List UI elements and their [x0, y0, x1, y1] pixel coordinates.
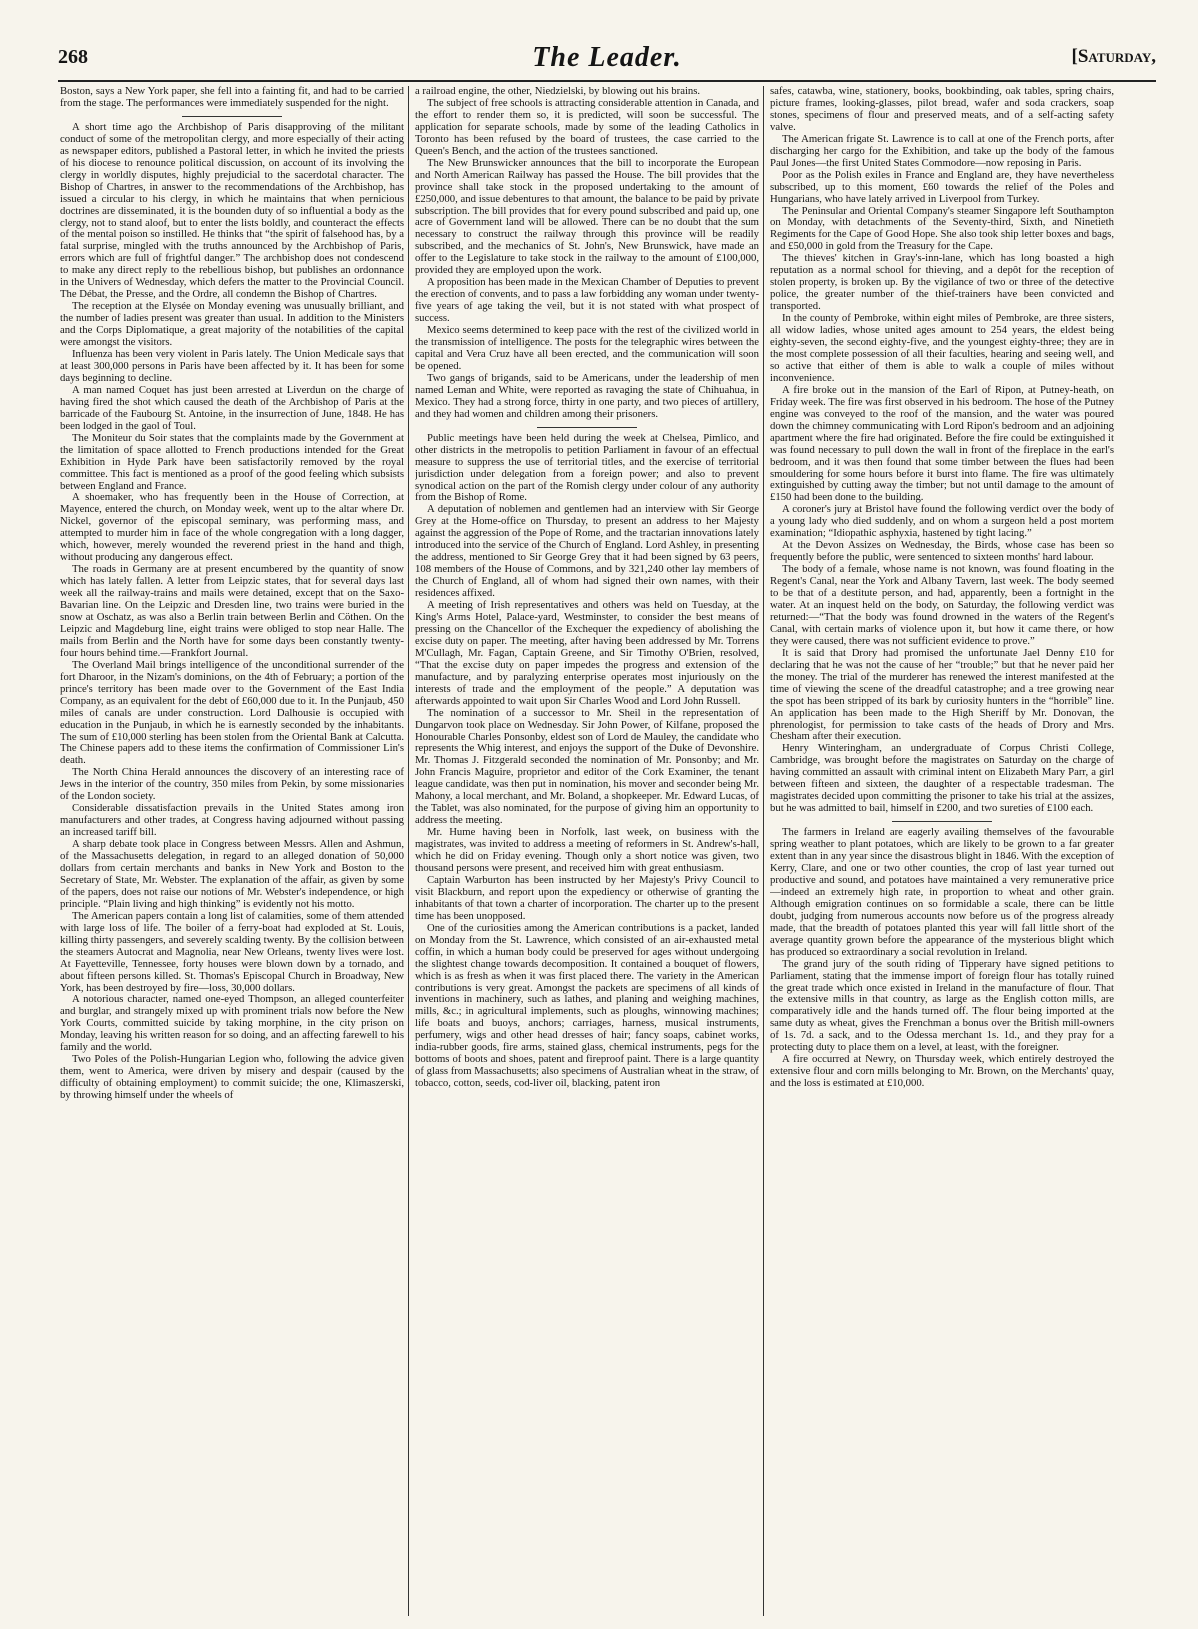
paragraph: The nomination of a successor to Mr. Sheil in the representation of Dungarvon took place on Wednesday. Sir John Power, of Kilfane, proposed the Honourable Charles Ponsonby, eldest son of Lord de Mauley, the candidate who represents the Whig interest, and enjoys the support of the Duke of Devonshire. Mr. Thomas J. Fitzgerald seconded the nomination of Mr. Ponsonby; and Mr. John Francis Maguire, proprietor and editor of the Cork Examiner, the tenant league candidate, was then put in nomination, his mover and seconder being Mr. Mahony, a local merchant, and Mr. Boland, a shopkeeper. Mr. Edward Lucas, of the Tablet, was also nominated, for the purpose of giving him an opportunity to address the meeting.	[415, 706, 759, 827]
paragraph: A shoemaker, who has frequently been in the House of Correction, at Mayence, entered the church, on Monday week, went up to the altar where Dr. Nickel, governor of the episcopal seminary, was performing mass, and attempted to murder him in face of the whole congregation with a long dagger, which, however, merely wounded the reverend priest in the hand and thigh, without producing any dangerous effect.	[60, 491, 404, 564]
paragraph: safes, catawba, wine, stationery, books, bookbinding, oak tables, spring chairs, picture frames, looking-glasses, pilot bread, wafer and soda crackers, soap stones, specimens of flour and preserved meats, and of a self-acting safety valve.	[770, 86, 1114, 133]
paragraph: The subject of free schools is attracting considerable attention in Canada, and the effort to render them so, it is predicted, will soon be successful. The application for separate schools, made by some of the leading Catholics in Toronto has been refused by the board of trustees, the case carried to the Queen's Bench, and the action of the trustees sanctioned.	[415, 96, 759, 157]
paragraph: The American frigate St. Lawrence is to call at one of the French ports, after discharging her cargo for the Exhibition, and take up the body of the famous Paul Jones—the first United States Commodore—now reposing in Paris.	[770, 132, 1114, 169]
paragraph: The American papers contain a long list of calamities, some of them attended with large loss of life. The boiler of a ferry-boat had exploded at St. Louis, killing thirty passengers, and severely scalding twenty. By the collision between the steamers Autocrat and Magnolia, near New Orleans, twenty lives were lost. At Fayetteville, Tennessee, forty houses were blown down by a tornado, and about fifteen persons killed. St. Thomas's Episcopal Church in Broadway, New York, has been destroyed by fire—loss, 30,000 dollars.	[60, 909, 404, 994]
paragraph: Two gangs of brigands, said to be Americans, under the leadership of men named Leman and White, were reported as ravaging the state of Chihuahua, in Mexico. They had a strong force, thirty in one party, and two pieces of artillery, and they had women and children among their prisoners.	[415, 371, 759, 420]
paragraph: The Peninsular and Oriental Company's steamer Singapore left Southampton on Monday, with detachments of the Seventy-third, Sixth, and Ninetieth Regiments for the Cape of Good Hope. She also took ship letter boxes and bags, and £50,000 in gold from the Treasury for the Cape.	[770, 204, 1114, 253]
paragraph: It is said that Drory had promised the unfortunate Jael Denny £10 for declaring that he was not the cause of her “trouble;” but that he never paid her the money. The trial of the murderer has renewed the interest manifested at the time of viewing the scene of the dreadful catastrophe; and a tree growing near the spot has been stripped of its bark by curiosity hunters in the “horrible” line. An application has been made to the High Sheriff by Mr. Donovan, the phrenologist, for permission to take casts of the heads of Drory and Mrs. Chesham after their execution.	[770, 646, 1114, 743]
paragraph: The North China Herald announces the discovery of an interesting race of Jews in the interior of the country, 350 miles from Pekin, by some missionaries of the London society.	[60, 766, 404, 803]
column-divider	[408, 86, 409, 1616]
paragraph: In the county of Pembroke, within eight miles of Pembroke, are three sisters, all widow ladies, whose united ages amount to 254 years, the eldest being eighty-seven, the second eighty-five, and the youngest eighty-three; they are in the most complete possession of all their faculties, hearing and seeing well, and so active that either of them is able to walk a couple of miles without inconvenience.	[770, 312, 1114, 384]
paragraph: Public meetings have been held during the week at Chelsea, Pimlico, and other districts in the metropolis to petition Parliament in favour of an effectual measure to suppress the use of territorial titles, and the exercise of territorial jurisdiction under delegation from a foreign power; and also to prevent synodical action on the part of the Romish clergy under colour of any authority from the Bishop of Rome.	[415, 431, 759, 504]
separator-rule	[892, 821, 992, 822]
paragraph: A sharp debate took place in Congress between Messrs. Allen and Ashmun, of the Massachusetts delegation, in regard to an alleged donation of 50,000 dollars from certain merchants and banks in New York and Boston to the Secretary of State, Mr. Webster. The explanation of the affair, as given by some of the papers, does not raise our notions of Mr. Webster's independence, or high principle. “Plain living and high thinking” is evidently not his motto.	[60, 838, 404, 910]
column-2	[415, 86, 759, 1621]
paragraph: A notorious character, named one-eyed Thompson, an alleged counterfeiter and burglar, and strangely mixed up with prominent trials now before the New York Courts, committed suicide by taking morphine, in the city prison on Monday, leaving his written reason for so doing, and an affecting farewell to his family and the world.	[60, 993, 404, 1054]
paragraph: The roads in Germany are at present encumbered by the quantity of snow which has lately fallen. A letter from Leipzic states, that for several days last week all the railway-trains and mails were detained, except that on the Saxo-Bavarian line. On the Leipzic and Dresden line, two trains were buried in the snow at Oschatz, as was also a Berlin train between Berlin and Cöthen. On the Leipzic and Magdeburg line, eight trains were obliged to stop near Halle. The mails from Berlin and the North have for some days been constantly twenty-four hours behind time.—Frankfort Journal.	[60, 563, 404, 659]
paragraph: A meeting of Irish representatives and others was held on Tuesday, at the King's Arms Hotel, Palace-yard, Westminster, to consider the best means of pressing on the Chancellor of the Exchequer the expediency of abolishing the excise duty on paper. The meeting, after having been addressed by Mr. Torrens M'Cullagh, Mr. Fagan, Captain Greene, and Sir Timothy O'Brien, resolved, “That the excise duty on paper impedes the progress and extension of the manufacture, and by paralyzing enterprise operates most injuriously on the interests of trade and the employment of the people.” A deputation was afterwards appointed to wait upon Sir Charles Wood and Lord John Russell.	[415, 599, 759, 707]
paragraph: A deputation of noblemen and gentlemen had an interview with Sir George Grey at the Home-office on Thursday, to present an address to her Majesty against the aggression of the Pope of Rome, and the tractarian innovations lately introduced into the service of the Church of England. Lord Ashley, in presenting the address, mentioned to Sir George Grey that it had been signed by 63 peers, 108 members of the House of Commons, and by 321,240 other lay members of the Church of England, all of whom had signed their own names, with their residences affixed.	[415, 503, 759, 600]
column-divider	[763, 86, 764, 1616]
paragraph: The reception at the Elysée on Monday evening was unusually brilliant, and the number of ladies present was greater than usual. In addition to the Ministers and the Corps Diplomatique, a great majority of the notabilities of the capital were amongst the visitors.	[60, 300, 404, 349]
paragraph: The thieves' kitchen in Gray's-inn-lane, which has long boasted a high reputation as a normal school for thieving, and a depôt for the reception of stolen property, is broken up. By the vigilance of two or three of the detective police, the greater number of the thief-trainers have been convicted and transported.	[770, 252, 1114, 313]
column-3	[770, 86, 1114, 1621]
masthead-title: The Leader.	[532, 42, 682, 73]
paragraph: Poor as the Polish exiles in France and England are, they have nevertheless subscribed, up to this moment, £60 towards the relief of the Poles and Hungarians, who have lately arrived in Liverpool from Turkey.	[770, 168, 1114, 205]
paragraph: At the Devon Assizes on Wednesday, the Birds, whose case has been so frequently before the public, were sentenced to sixteen months' hard labour.	[770, 539, 1114, 564]
paragraph: Mexico seems determined to keep pace with the rest of the civilized world in the transmission of intelligence. The posts for the telegraphic wires between the capital and Vera Cruz have all been erected, and the communication will soon be opened.	[415, 324, 759, 372]
paragraph: Two Poles of the Polish-Hungarian Legion who, following the advice given them, went to America, were driven by misery and despair (caused by the difficulty of obtaining employment) to commit suicide; the one, Klimaszerski, by throwing himself under the wheels of	[60, 1053, 404, 1102]
paragraph: The body of a female, whose name is not known, was found floating in the Regent's Canal, near the York and Albany Tavern, last week. The body seemed to be that of a destitute person, and had, apparently, been a fortnight in the water. At an inquest held on the body, on Saturday, the following verdict was returned:—“That the body was found drowned in the waters of the Regent's Canal, with certain marks of violence upon it, but how it came there, or how they were caused, there was not sufficient evidence to prove.”	[770, 563, 1114, 647]
paragraph: Henry Winteringham, an undergraduate of Corpus Christi College, Cambridge, was brought before the magistrates on Saturday on the charge of having committed an assault with criminal intent on Elizabeth Mary Parr, a girl between fifteen and sixteen, the daughter of a respectable tradesman. The magistrates decided upon committing the prisoner to take his trial at the assizes, but he was admitted to bail, himself in £200, and two sureties of £100 each.	[770, 742, 1114, 815]
separator-rule	[537, 427, 637, 428]
paragraph: A coroner's jury at Bristol have found the following verdict over the body of a young lady who died suddenly, and on whom a surgeon held a post mortem examination; “Idiopathic asphyxia, hastened by tight lacing.”	[770, 503, 1114, 540]
paragraph: A fire broke out in the mansion of the Earl of Ripon, at Putney-heath, on Friday week. The fire was first observed in his bedroom. The hose of the Putney engine was conveyed to the roof of the mansion, and the water was poured down the chimney communicating with Lord Ripon's bedroom and an adjoining apartment where the fire had originated. Before the fire could be extinguished it was found necessary to pull down the wall in front of the fireplace in the earl's bedroom, and it was then found that some timber between the flues had been smouldering for some hours before it burst into flame. The fire was ultimately extinguished by cutting away the timber; but not until damage to the amount of £150 had been done to the building.	[770, 383, 1114, 504]
paragraph: The New Brunswicker announces that the bill to incorporate the European and North American Railway has passed the House. The bill provides that the province shall take stock in the proposed undertaking to the amount of £250,000, and issue debentures to that amount, the balance to be paid by private subscription. The bill provides that for every pound subscribed and paid up, one acre of Government land will be allowed. There can be no doubt that the sum necessary to construct the railway through this province will be readily subscribed, and the mechanics of St. John's, New Brunswick, have made an offer to the Legislature to take stock in the railway to the amount of £100,000, provided they are employed upon the work.	[415, 156, 759, 277]
paragraph: Considerable dissatisfaction prevails in the United States among iron manufacturers and other trades, at Congress having adjourned without passing an increased tariff bill.	[60, 802, 404, 839]
paragraph: The farmers in Ireland are eagerly availing themselves of the favourable spring weather to plant potatoes, which are likely to be grown to a far greater extent than in any year since the disastrous blight in 1846. With the exception of Kerry, Clare, and one or two other counties, the crop of last year turned out productive and sound, and potatoes have maintained a very remunerative price—indeed an extremely high rate, in proportion to wheat and other grain. Although emigration continues on so formidable a scale, there can be little doubt, judging from numerous accounts now before us of the progress already made, that the breadth of potatoes planted this year will fall little short of the average quantity grown before the appearance of the mysterious blight which has produced so extraordinary a social revolution in Ireland.	[770, 826, 1114, 958]
issue-day: [Saturday,	[1071, 46, 1156, 67]
paragraph: Captain Warburton has been instructed by her Majesty's Privy Council to visit Blackburn, and report upon the expediency or otherwise of granting the inhabitants of that town a charter of incorporation. The charter up to the present time has been unopposed.	[415, 873, 759, 922]
paragraph: Boston, says a New York paper, she fell into a fainting fit, and had to be carried from the stage. The performances were immediately suspended for the night.	[60, 86, 404, 109]
paragraph: Mr. Hume having been in Norfolk, last week, on business with the magistrates, was invited to address a meeting of reformers in St. Andrew's-hall, which he did on Friday evening. Though only a short notice was given, two thousand persons were present, and received him with great enthusiasm.	[415, 826, 759, 874]
paragraph: One of the curiosities among the American contributions is a packet, landed on Monday from the St. Lawrence, which consisted of an air-exhausted metal coffin, in which a human body could be preserved for ages without undergoing the slightest change towards decomposition. It contained a bouquet of flowers, which is as fresh as when it was first placed there. The variety in the American contributions is very great. Amongst the packets are specimens of all kinds of inventions in machinery, such as lathes, and planing and weighing machines, mills, &c.; in agricultural implements, such as ploughs, winnowing machines; life boats and buoys, anchors; carriages, harness, musical instruments, perfumery, wigs and other head dresses of hair; fancy soaps, cabinet works, india-rubber goods, fire arms, stained glass, chemical instruments, pegs for the bottoms of boots and shoes, patent and fireproof paint. There is a large quantity of glass from Massachusetts; also specimens of Australian wheat in the straw, of tobacco, cotton, seeds, cod-liver oil, blacking, patent iron	[415, 921, 759, 1090]
column-1	[60, 86, 404, 1621]
paragraph: The grand jury of the south riding of Tipperary have signed petitions to Parliament, stating that the immense import of foreign flour has totally ruined the great trade which once existed in Ireland in the manufacture of flour. That the extensive mills in that country, as large as the English cotton mills, are comparatively idle and the hands turned off. The flour being imported at the same duty as wheat, gives the Frenchman a bonus over the British mill-owners of 1s. 7d. a sack, and to the Odessa merchant 1s. 1d., and they pray for a protecting duty to place them on a level, at least, with the foreigner.	[770, 957, 1114, 1054]
page-number: 268	[58, 46, 88, 68]
header-rule	[58, 80, 1156, 82]
paragraph: A short time ago the Archbishop of Paris disapproving of the militant conduct of some of the metropolitan clergy, and more especially of their acting as newspaper editors, published a Pastoral letter, in which he invited the priests of his diocese to renounce political discussion, on account of its involving the clergy in worldly disputes, highly prejudicial to the sacerdotal character. The Bishop of Chartres, in answer to the recommendations of the Archbishop, has issued a circular to his clergy, in which he maintains that when pernicious doctrines are disseminated, it is the bounden duty of so influential a body as the clergy, not to stand aloof, but to enter the lists boldly, and counteract the effects of the mental poison so instilled. He thinks that “the spirit of falsehood has, by a fatal surprise, mingled with the truths announced by the Archbishop of Paris, errors which are full of frightful danger.” The archbishop does not condescend to make any direct reply to the rebellious bishop, but publishes an ordonnance in the Univers of Wednesday, which defers the matter to the Provincial Council. The Débat, the Presse, and the Ordre, all condemn the Bishop of Chartres.	[60, 120, 404, 301]
paragraph: A man named Coquet has just been arrested at Liverdun on the charge of having fired the shot which caused the death of the Archbishop of Paris at the barricade of the Faubourg St. Antoine, in the insurrection of June, 1848. He has been lodged in the gaol of Toul.	[60, 383, 404, 432]
paragraph: a railroad engine, the other, Niedzielski, by blowing out his brains.	[415, 86, 701, 97]
separator-rule	[182, 116, 282, 117]
paragraph: Influenza has been very violent in Paris lately. The Union Medicale says that at least 300,000 persons in Paris have been affected by it. It has been for some days beginning to decline.	[60, 348, 404, 384]
paragraph: The Overland Mail brings intelligence of the unconditional surrender of the fort Dharoor, in the Nizam's dominions, on the 4th of February; a portion of the prince's territory has been made over to the Government of the East India Company, as an equivalent for the debt of £60,000 due to it. In the Punjaub, 450 miles of canals are under construction. Lord Dalhousie is occupied with education in the Punjaub, in which he is earnestly seconded by the inhabitants. The sum of £10,000 sterling has been stolen from the Oriental Bank at Calcutta. The Chinese papers add to these items the confirmation of Commissioner Lin's death.	[60, 658, 404, 767]
paragraph: A proposition has been made in the Mexican Chamber of Deputies to prevent the erection of convents, and to pass a law forbidding any woman under twenty-five years of age taking the veil, but it is not stated with what prospect of success.	[415, 276, 759, 325]
paragraph: The Moniteur du Soir states that the complaints made by the Government at the limitation of space allotted to French productions intended for the Great Exhibition in Hyde Park have been satisfactorily removed by the royal committee. This fact is mentioned as a proof of the good feeling which subsists between England and France.	[60, 431, 404, 492]
paragraph: A fire occurred at Newry, on Thursday week, which entirely destroyed the extensive flour and corn mills belonging to Mr. Brown, on the Merchants' quay, and the loss is estimated at £10,000.	[770, 1053, 1114, 1090]
